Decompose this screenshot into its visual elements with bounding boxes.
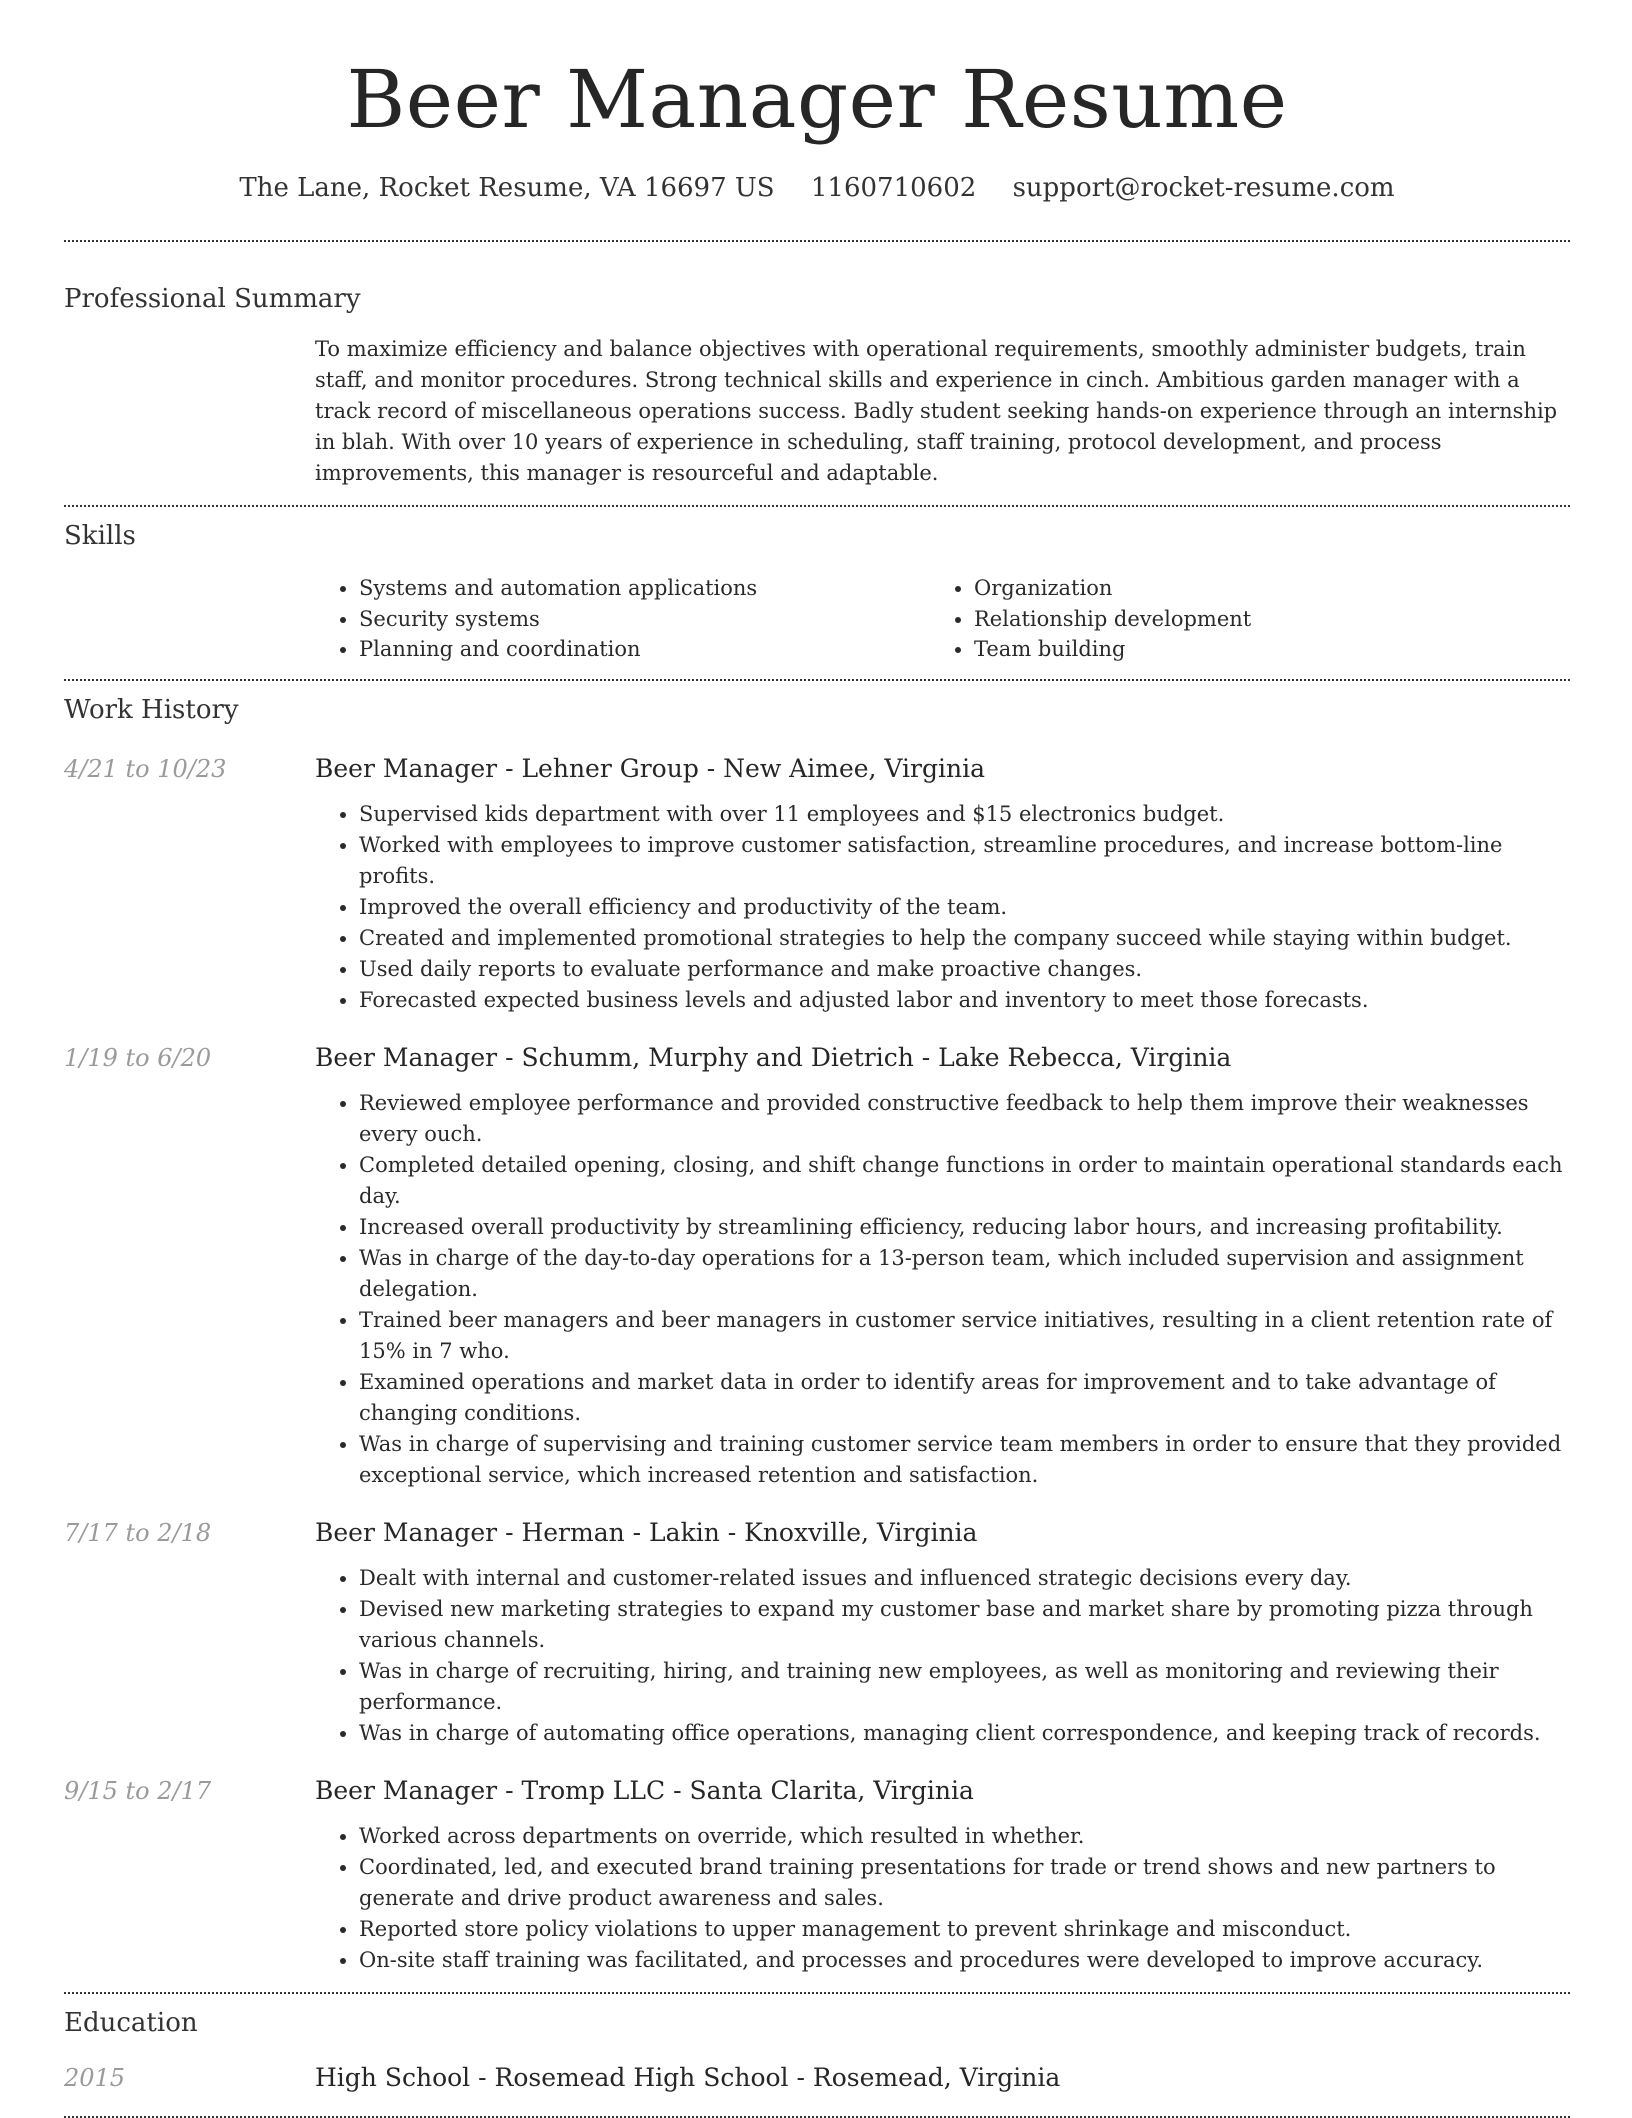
job-title: Beer Manager - Herman - Lakin - Knoxville, Virginia [315,1517,978,1547]
section-title-education: Education [64,2007,198,2038]
job-bullet: • Supervised kids department with over 11 employees and $15 electronics budget. [359,799,1570,830]
job-bullet: • Dealt with internal and customer-related issues and influenced strategic decisions every day. [359,1563,1570,1594]
job-body [315,1040,1570,1491]
divider [64,240,1570,242]
education-entry [64,2060,1570,2096]
skills-column-left [315,573,930,665]
job-bullet: • Worked across departments on override, which resulted in whether. [359,1821,1570,1852]
divider [64,1992,1570,1994]
resume-page [64,0,1570,2118]
job-bullet: • Trained beer managers and beer managers in customer service initiatives, resulting in a client retention rate of 15% in 7 who. [359,1305,1570,1367]
skill-item: • Planning and coordination [359,634,930,665]
job-entry [64,751,1570,1016]
job-entry [64,1515,1570,1749]
divider [64,505,1570,507]
job-bullets [315,1088,1570,1491]
divider [64,2116,1570,2118]
job-title: Beer Manager - Tromp LLC - Santa Clarita, Virginia [315,1775,974,1805]
job-bullet: • Coordinated, led, and executed brand training presentations for trade or trend shows and new partners to generate and drive product awareness and sales. [359,1852,1570,1914]
skills-column-right [930,573,1545,665]
job-title: Beer Manager - Lehner Group - New Aimee, Virginia [315,753,985,783]
job-entry [64,1040,1570,1491]
email[interactable]: support@rocket-resume.com [1012,173,1395,203]
job-bullet: • On-site staff training was facilitated, and processes and procedures were developed to improve accuracy. [359,1945,1570,1976]
summary-text: To maximize efficiency and balance objectives with operational requirements, smoothly administer budgets, train staff, and monitor procedures. Strong technical skills and experience in cinch. Ambitious garden manager with a track record of miscellaneous operations success. Badly student seeking hands-on experience through an internship in blah. With over 10 years of experience in scheduling, staff training, protocol development, and process improvements, this manager is resourceful and adaptable. [315,337,1558,485]
job-body [315,751,1570,1016]
job-entry [64,1773,1570,1976]
job-body [315,1773,1570,1976]
job-body [315,1515,1570,1749]
address: The Lane, Rocket Resume, VA 16697 US [239,173,775,203]
job-bullet: • Devised new marketing strategies to expand my customer base and market share by promoting pizza through various channels. [359,1594,1570,1656]
education-title: High School - Rosemead High School - Rosemead, Virginia [315,2062,1061,2092]
job-bullet: • Increased overall productivity by streamlining efficiency, reducing labor hours, and increasing profitability. [359,1212,1570,1243]
section-title-work-history: Work History [64,694,239,725]
section-title-summary: Professional Summary [64,284,361,314]
job-dates: 4/21 to 10/23 [64,754,227,783]
job-title: Beer Manager - Schumm, Murphy and Dietrich - Lake Rebecca, Virginia [315,1042,1232,1072]
resume-title: Beer Manager Resume [346,53,1288,146]
job-bullet: • Was in charge of recruiting, hiring, and training new employees, as well as monitoring and reviewing their performance. [359,1656,1570,1718]
skills-list [315,573,1570,665]
skill-item: • Security systems [359,604,930,635]
job-dates: 1/19 to 6/20 [64,1043,212,1072]
skill-item: • Team building [974,634,1545,665]
job-bullet: • Created and implemented promotional strategies to help the company succeed while staying within budget. [359,923,1570,954]
divider [64,679,1570,681]
job-bullet: • Forecasted expected business levels and adjusted labor and inventory to meet those forecasts. [359,985,1570,1016]
job-dates: 9/15 to 2/17 [64,1776,212,1805]
section-title-skills: Skills [64,521,136,551]
job-bullet: • Was in charge of the day-to-day operations for a 13-person team, which included supervision and assignment delegation. [359,1243,1570,1305]
job-dates: 7/17 to 2/18 [64,1518,212,1547]
job-bullet: • Examined operations and market data in order to identify areas for improvement and to take advantage of changing conditions. [359,1367,1570,1429]
education-year: 2015 [64,2063,126,2092]
job-bullets [315,1563,1570,1749]
job-bullets [315,1821,1570,1976]
skill-item: • Organization [974,573,1545,604]
job-bullet: • Reported store policy violations to upper management to prevent shrinkage and misconduct. [359,1914,1570,1945]
job-bullet: • Reviewed employee performance and provided constructive feedback to help them improve their weaknesses every ouch. [359,1088,1570,1150]
job-bullet: • Used daily reports to evaluate performance and make proactive changes. [359,954,1570,985]
education-body [315,2060,1570,2096]
skill-item: • Relationship development [974,604,1545,635]
job-bullet: • Was in charge of automating office operations, managing client correspondence, and keeping track of records. [359,1718,1570,1749]
job-bullet: • Worked with employees to improve customer satisfaction, streamline procedures, and increase bottom-line profits. [359,830,1570,892]
skill-item: • Systems and automation applications [359,573,930,604]
job-bullet: • Improved the overall efficiency and productivity of the team. [359,892,1570,923]
job-bullets [315,799,1570,1016]
contact-line [64,162,1570,214]
job-bullet: • Was in charge of supervising and training customer service team members in order to ensure that they provided exceptional service, which increased retention and satisfaction. [359,1429,1570,1491]
phone: 1160710602 [810,173,977,203]
job-bullet: • Completed detailed opening, closing, and shift change functions in order to maintain operational standards each day. [359,1150,1570,1212]
